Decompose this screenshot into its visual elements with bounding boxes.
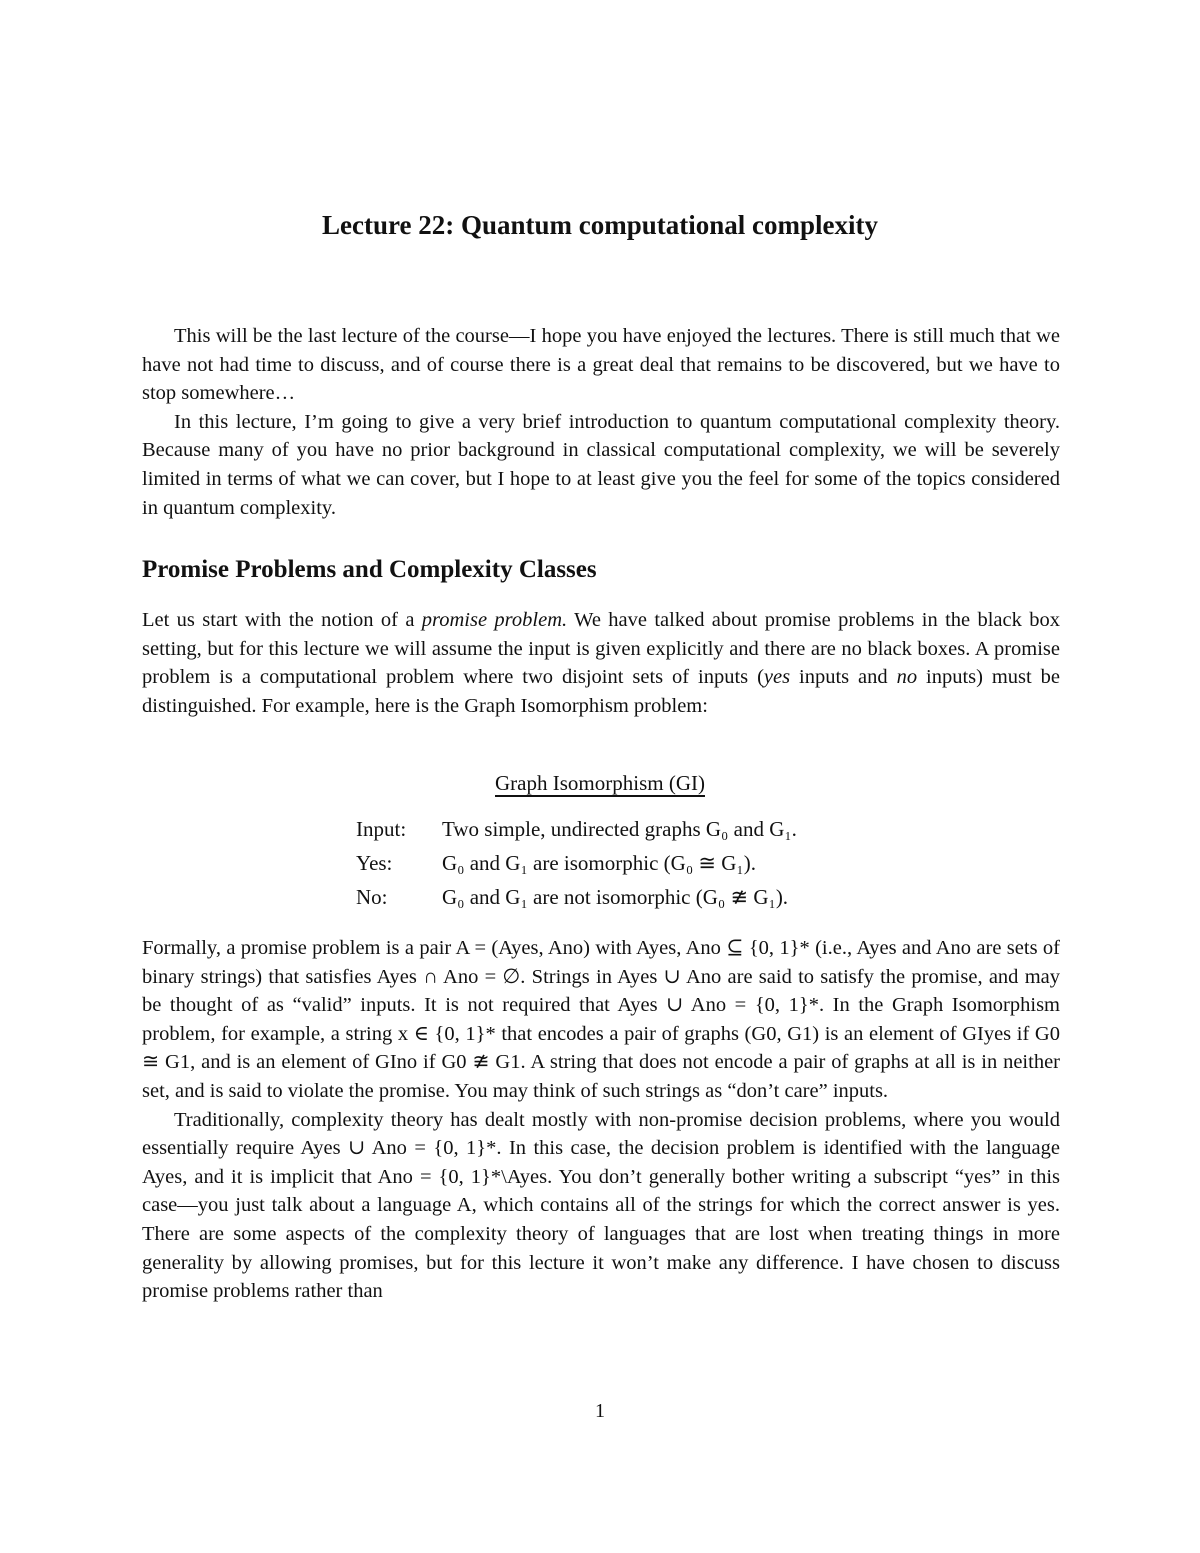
emphasis-yes: yes [763,666,791,689]
problem-title [0,771,1200,796]
problem-definition [356,812,797,914]
problem-row-no [356,880,797,914]
input-label: Input: [356,817,407,841]
section1-body [142,606,1060,720]
section1-continued [142,934,1060,1306]
page-number: 1 [595,1400,605,1422]
text-run: inputs and [790,666,897,689]
problem-row-input [356,812,797,846]
emphasis-no: no [896,666,918,689]
section-heading: Promise Problems and Complexity Classes [142,556,597,583]
text-run: Let us start with the notion of a [142,609,422,631]
no-text: G₀ and G₁ are not isomorphic (G₀ ≇ G₁). [442,885,789,909]
text-run: We have talked about promise problems in the black box setting, but for this lecture we will assume the input is given explicitly and there are no black boxes. A promise problem is a computational problem where two disjoint sets of inputs ( [142,609,1060,689]
section1-paragraph-1 [142,606,1060,720]
input-text: Two simple, undirected graphs G₀ and G₁. [442,817,797,841]
no-label: No: [356,885,388,909]
intro-paragraph-1: This will be the last lecture of the course—I hope you have enjoyed the lectures. There is still much that we have not had time to discuss, and of course there is a great deal that remains to be discovered, but we have to stop somewhere… [142,325,1060,405]
yes-label: Yes: [356,851,393,875]
text-run: inputs) must be distinguished. For example, here is the Graph Isomorphism problem: [142,666,1060,717]
intro-section [142,322,1060,522]
traditional-complexity-paragraph: Traditionally, complexity theory has dealt mostly with non-promise decision problems, where you would essentially require Ayes ∪ Ano = {0, 1}*. In this case, the decision problem is identified with the language Ayes, and it is implicit that Ano = {0, 1}*\Ayes. You don’t generally bother writing a subscript “yes” in this case—you just talk about a language A, which contains all of the strings for which the correct answer is yes. There are some aspects of the complexity theory of languages that are lost when treating things in more generality by allowing promises, but for this lecture it won’t make any difference. I have chosen to discuss promise problems rather than [142,1108,1060,1303]
problem-title-text: Graph Isomorphism (GI) [495,771,705,795]
intro-paragraph-2: In this lecture, I’m going to give a very brief introduction to quantum computational complexity theory. Because many of you have no prior background in classical computational complexity, we will be severely limited in terms of what we can cover, but I hope to at least give you the feel for some of the topics considered in quantum complexity. [142,410,1060,519]
page-title: Lecture 22: Quantum computational complexity [322,210,878,240]
problem-row-yes [356,846,797,880]
formal-definition-paragraph: Formally, a promise problem is a pair A = (Ayes, Ano) with Ayes, Ano ⊆ {0, 1}* (i.e., Ayes and Ano are sets of binary strings) that satisfies Ayes ∩ Ano = ∅. Strings in Ayes ∪ Ano are said to satisfy the promise, and may be thought of as “valid” inputs. It is not required that Ayes ∪ Ano = {0, 1}*. In the Graph Isomorphism problem, for example, a string x ∈ {0, 1}* that encodes a pair of graphs (G0, G1) is an element of GIyes if G0 ≅ G1, and is an element of GIno if G0 ≇ G1. A string that does not encode a pair of graphs at all is in neither set, and is said to violate the promise. You may think of such strings as “don’t care” inputs. [142,937,1060,1102]
emphasis-promise-problem: promise problem. [421,609,568,631]
yes-text: G₀ and G₁ are isomorphic (G₀ ≅ G₁). [442,851,756,875]
